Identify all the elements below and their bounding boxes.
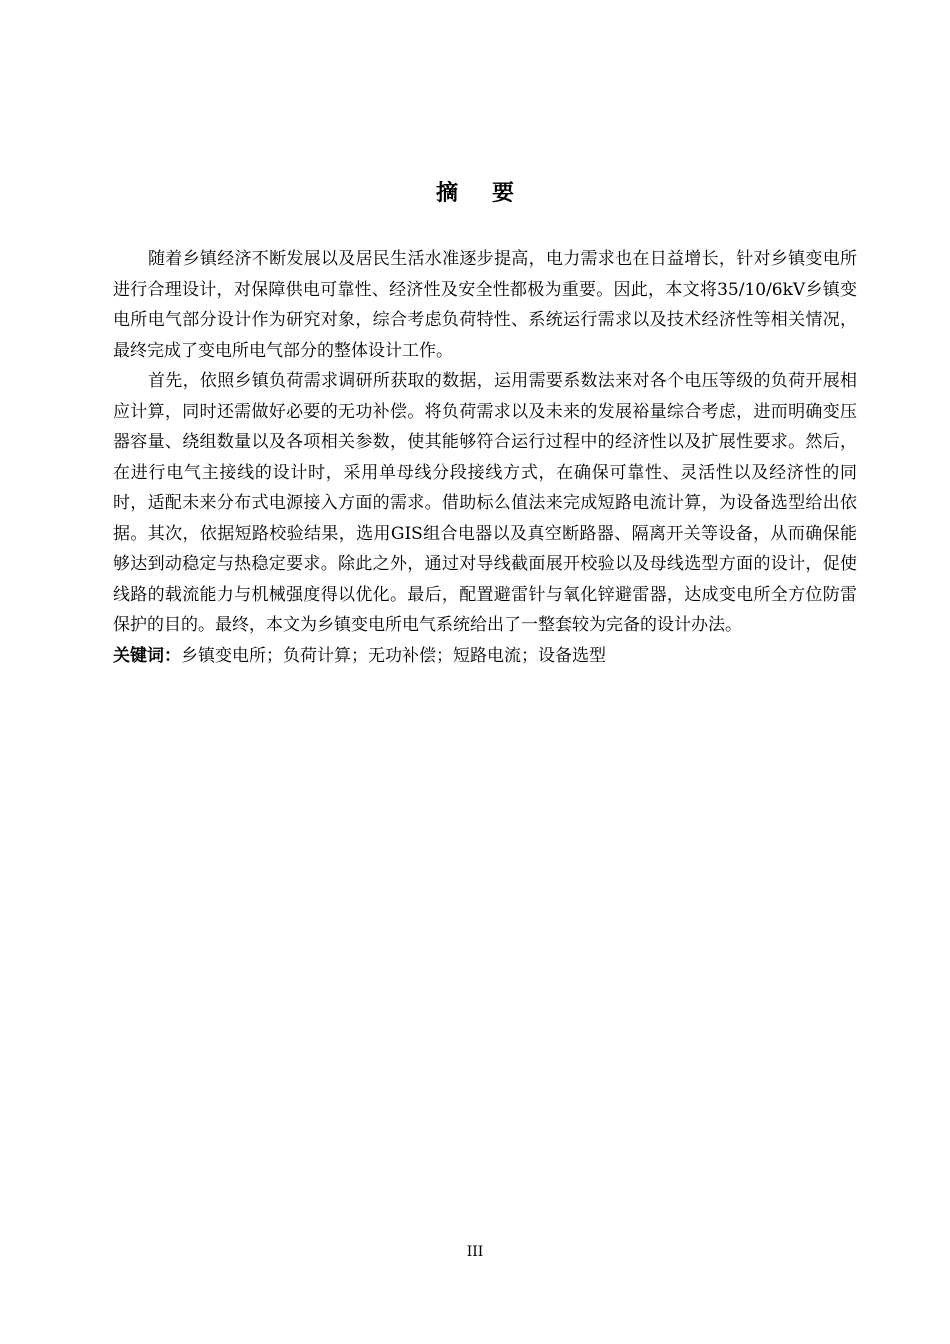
page-number: III (466, 1244, 484, 1260)
keywords-text: 乡镇变电所；负荷计算；无功补偿；短路电流；设备选型 (181, 645, 606, 666)
abstract-body (113, 244, 857, 671)
abstract-paragraph-2: 首先，依照乡镇负荷需求调研所获取的数据，运用需要系数法来对各个电压等级的负荷开展相应计算，同时还需做好必要的无功补偿。将负荷需求以及未来的发展裕量综合考虑，进而明确变压器容量、绕组数量以及各项相关参数，使其能够符合运行过程中的经济性以及扩展性要求。然后，在进行电气主接线的设计时，采用单母线分段接线方式，在确保可靠性、灵活性以及经济性的同时，适配未来分布式电源接入方面的需求。借助标么值法来完成短路电流计算，为设备选型给出依据。其次，依据短路校验结果，选用GIS组合电器以及真空断路器、隔离开关等设备，从而确保能够达到动稳定与热稳定要求。除此之外，通过对导线截面展开校验以及母线选型方面的设计，促使线路的载流能力与机械强度得以优化。最后，配置避雷针与氧化锌避雷器，达成变电所全方位防雷保护的目的。最终，本文为乡镇变电所电气系统给出了一整套较为完备的设计办法。 (113, 371, 857, 635)
keywords-label: 关键词： (113, 645, 181, 666)
abstract-paragraph-1: 随着乡镇经济不断发展以及居民生活水准逐步提高，电力需求也在日益增长，针对乡镇变电所进行合理设计，对保障供电可靠性、经济性及安全性都极为重要。因此，本文将35/10/6kV乡镇变电所电气部分设计作为研究对象，综合考虑负荷特性、系统运行需求以及技术经济性等相关情况，最终完成了变电所电气部分的整体设计工作。 (113, 249, 857, 361)
keywords-line (113, 641, 857, 672)
abstract-title: 摘要 (435, 181, 548, 206)
